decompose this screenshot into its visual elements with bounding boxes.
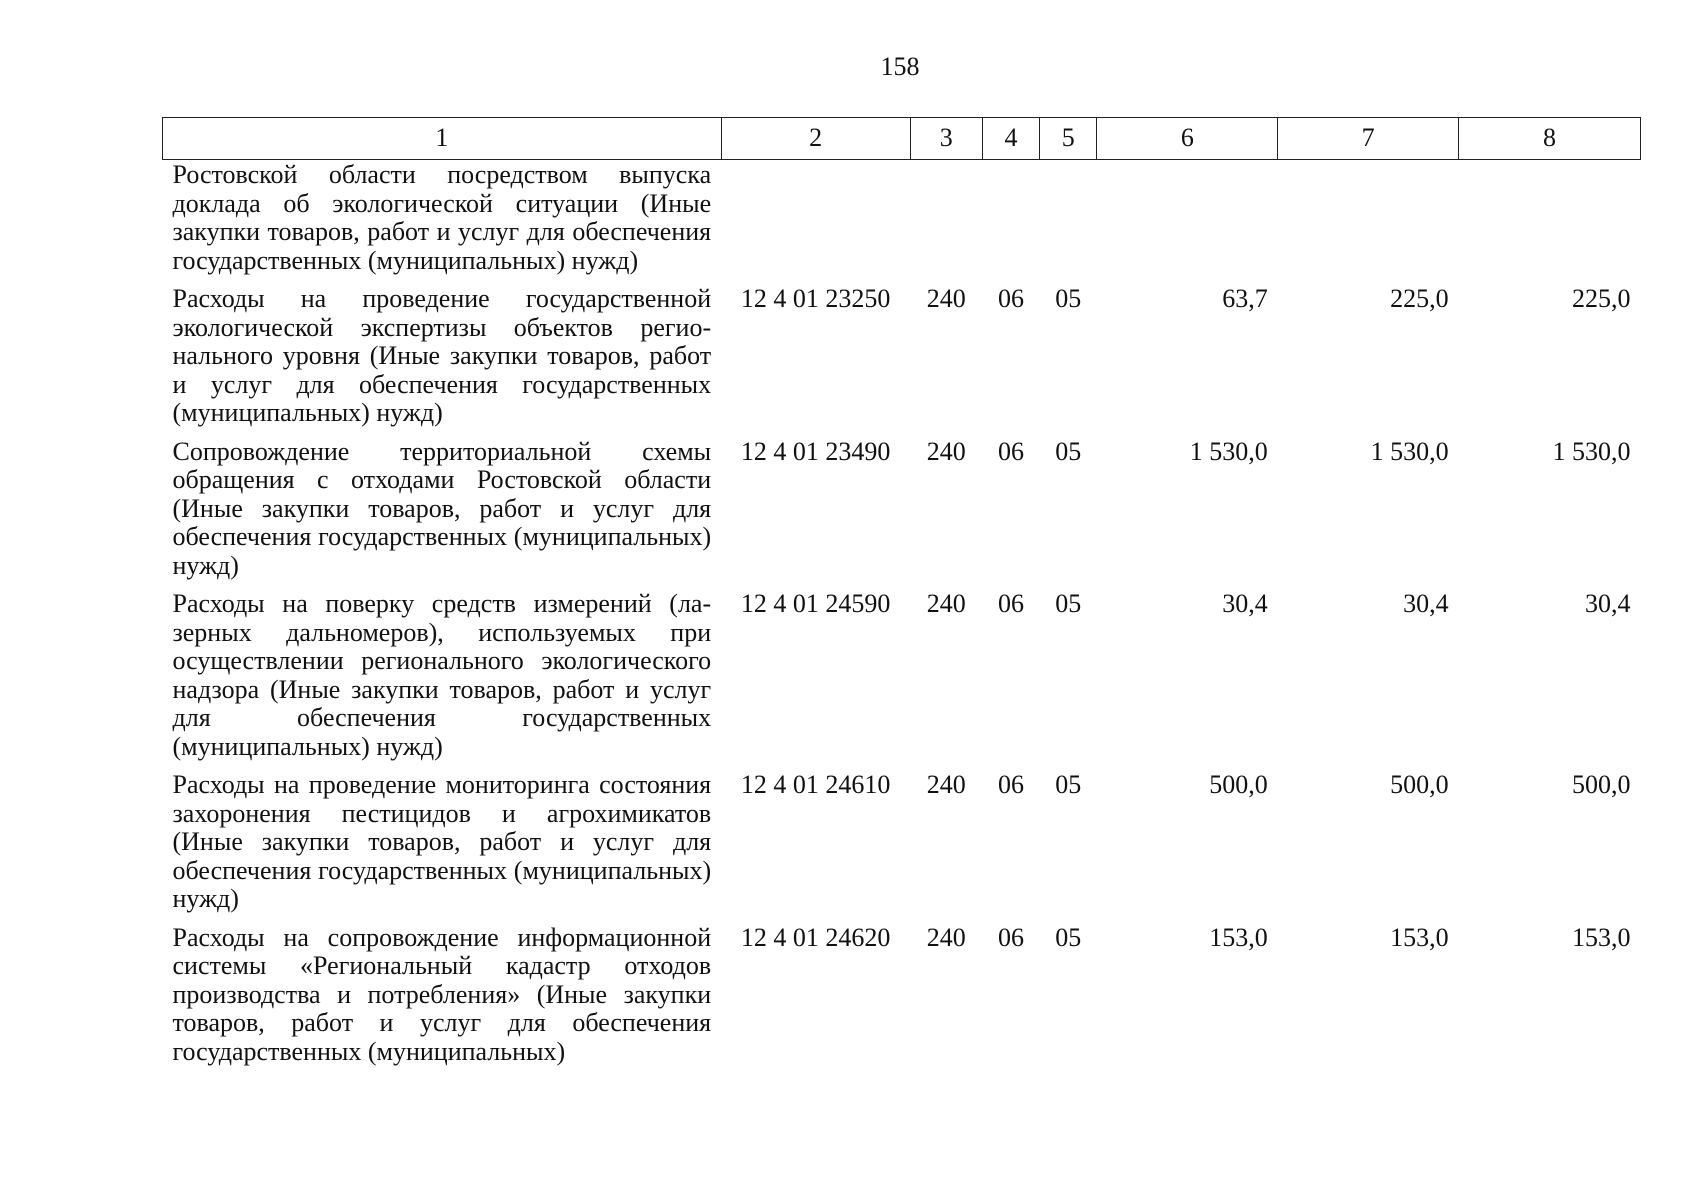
row-expense-type: 240 (926, 436, 966, 466)
table-row (163, 160, 1641, 286)
row-description: Расходы на проведение государственной экологической экспертизы объектов регионального уровня (Иные закупки товаров, работ и услуг для обеспечения государственных (муниципальных) нужд) (172, 284, 712, 427)
row-target-code (721, 160, 910, 286)
row-target-code: 12 4 01 24590 (740, 589, 891, 618)
row-section: 06 (997, 284, 1024, 313)
budget-table (162, 117, 1641, 1076)
row-amount-col-7: 500,0 (1390, 770, 1449, 799)
row-amount-col-8: 1 530,0 (1552, 436, 1631, 466)
row-section: 06 (997, 770, 1024, 799)
row-amount-col-6: 63,7 (1222, 284, 1268, 313)
row-target-code: 12 4 01 24610 (740, 770, 891, 799)
page-number: 158 (880, 52, 920, 81)
row-subsection: 05 (1055, 589, 1082, 618)
row-expense-type: 240 (926, 589, 966, 618)
row-subsection: 05 (1055, 770, 1082, 799)
row-amount-col-6: 30,4 (1222, 589, 1268, 618)
header-col-2: 2 (721, 118, 910, 160)
row-description: Расходы на поверку средств измерений (лазерных дальномеров), используемых при осуществлении регионального экологического надзора (Иные закупки товаров, работ и услуг для обеспечения государственных (муниципальных) нужд) (172, 589, 712, 761)
row-amount-col-7 (1278, 160, 1459, 286)
row-amount-col-8 (1459, 160, 1641, 286)
row-expense-type: 240 (926, 284, 966, 313)
row-description: Расходы на сопровождение информационной системы «Региональный кадастр отходов производства и потребления» (Иные закупки товаров, работ и услуг для обеспечения государственных (муниципальных) (172, 922, 712, 1066)
row-subsection: 05 (1055, 284, 1082, 313)
row-amount-col-7: 30,4 (1403, 589, 1449, 618)
table-row (163, 438, 1641, 591)
header-col-1: 1 (163, 118, 722, 160)
row-amount-col-8: 225,0 (1572, 284, 1631, 313)
row-amount-col-6: 500,0 (1209, 770, 1268, 799)
row-subsection: 05 (1055, 436, 1082, 466)
row-amount-col-8: 500,0 (1572, 770, 1631, 799)
row-amount-col-7: 225,0 (1390, 284, 1449, 313)
row-section: 06 (997, 436, 1024, 466)
row-amount-col-6: 153,0 (1209, 922, 1268, 952)
row-description: Расходы на проведение мониторинга состояния захоронения пестицидов и агрохимикатов (Иные закупки товаров, работ и услуг для обеспечения государственных (муниципальных) нужд) (172, 770, 712, 913)
row-section: 06 (997, 589, 1024, 618)
row-amount-col-6 (1097, 160, 1278, 286)
row-expense-type: 240 (926, 922, 966, 952)
row-description: Сопровождение территориальной схемы обращения с отходами Ростовской области (Иные закупки товаров, работ и услуг для обеспечения государственных (муниципальных) нужд) (172, 436, 712, 580)
row-amount-col-7: 153,0 (1390, 922, 1449, 952)
header-col-5: 5 (1040, 118, 1097, 160)
row-target-code: 12 4 01 24620 (740, 922, 891, 952)
table-row (163, 771, 1641, 924)
row-subsection: 05 (1055, 922, 1082, 952)
header-col-6: 6 (1097, 118, 1278, 160)
header-col-8: 8 (1459, 118, 1641, 160)
row-amount-col-6: 1 530,0 (1189, 436, 1268, 466)
header-col-7: 7 (1278, 118, 1459, 160)
table-row (163, 924, 1641, 1077)
header-col-3: 3 (910, 118, 982, 160)
row-amount-col-7: 1 530,0 (1370, 436, 1449, 466)
row-expense-type: 240 (926, 770, 966, 799)
table-row (163, 285, 1641, 438)
row-subsection (1040, 160, 1097, 286)
row-description: Ростовской области посредством выпуска доклада об экологической ситуации (Иные закупки товаров, работ и услуг для обеспечения государственных (муниципальных) нужд) (172, 160, 712, 275)
row-amount-col-8: 153,0 (1572, 922, 1631, 952)
row-target-code: 12 4 01 23250 (740, 284, 891, 313)
header-col-4: 4 (982, 118, 1039, 160)
table-row (163, 590, 1641, 771)
row-section: 06 (997, 922, 1024, 952)
row-section (982, 160, 1039, 286)
row-target-code: 12 4 01 23490 (740, 436, 891, 466)
row-expense-type (910, 160, 982, 286)
table-header-row (163, 118, 1641, 160)
row-amount-col-8: 30,4 (1585, 589, 1631, 618)
